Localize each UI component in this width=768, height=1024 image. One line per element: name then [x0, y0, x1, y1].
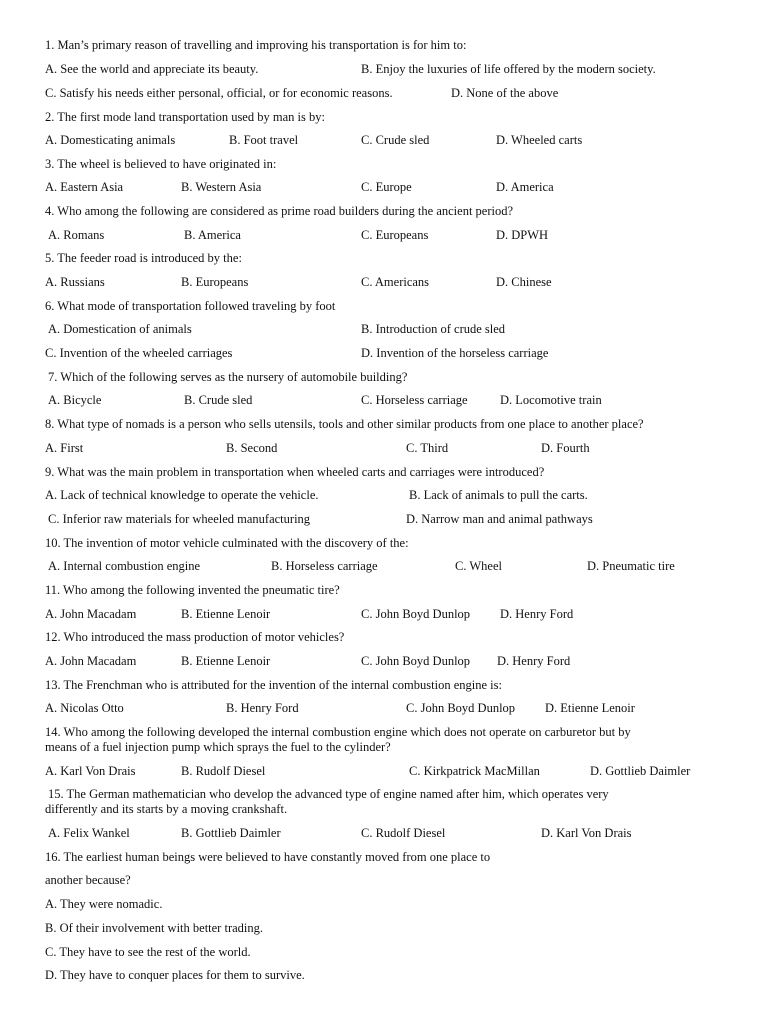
answer-option: B. America [184, 228, 241, 242]
question-text: 2. The first mode land transportation used by man is by: [45, 110, 325, 124]
answer-option: D. They have to conquer places for them to survive. [45, 968, 305, 982]
answer-option: B. Horseless carriage [271, 559, 378, 573]
answer-option: D. Karl Von Drais [541, 826, 632, 840]
question-text: 11. Who among the following invented the pneumatic tire? [45, 583, 340, 597]
question-text: another because? [45, 873, 131, 887]
answer-option: B. Introduction of crude sled [361, 322, 506, 336]
answer-option: A. Lack of technical knowledge to operate the vehicle. [45, 488, 319, 502]
answer-option: A. Felix Wankel [48, 826, 130, 840]
answer-option: C. Kirkpatrick MacMillan [409, 764, 540, 778]
answer-option: B. Western Asia [181, 180, 262, 194]
answer-option: B. Of their involvement with better trading. [45, 921, 264, 935]
answer-option: C. They have to see the rest of the world. [45, 945, 251, 959]
question-text: 7. Which of the following serves as the nursery of automobile building? [48, 370, 408, 384]
answer-option: A. Internal combustion engine [48, 559, 201, 573]
answer-option: C. Wheel [455, 559, 502, 573]
question-text: differently and its starts by a moving crankshaft. [45, 802, 288, 816]
answer-option: A. Domesticating animals [45, 133, 176, 147]
answer-option: D. Fourth [541, 441, 590, 455]
answer-option: D. Invention of the horseless carriage [361, 346, 549, 360]
answer-option: B. Etienne Lenoir [181, 654, 271, 668]
question-text: 8. What type of nomads is a person who sells utensils, tools and other similar products from one place to another place? [45, 417, 644, 431]
answer-option: D. Etienne Lenoir [545, 701, 635, 715]
answer-option: C. Crude sled [361, 133, 430, 147]
question-text: 3. The wheel is believed to have originated in: [45, 157, 277, 171]
answer-option: B. Foot travel [229, 133, 299, 147]
answer-option: B. Etienne Lenoir [181, 607, 271, 621]
answer-option: C. John Boyd Dunlop [361, 654, 471, 668]
question-text: 16. The earliest human beings were believed to have constantly moved from one place to [45, 850, 491, 864]
answer-option: C. Europe [361, 180, 412, 194]
question-text: 13. The Frenchman who is attributed for the invention of the internal combustion engine is: [45, 678, 502, 692]
answer-option: A. Karl Von Drais [45, 764, 136, 778]
question-text: 9. What was the main problem in transportation when wheeled carts and carriages were introduced? [45, 465, 545, 479]
question-text: 12. Who introduced the mass production of motor vehicles? [45, 630, 345, 644]
answer-option: A. First [45, 441, 84, 455]
answer-option: D. None of the above [451, 86, 559, 100]
answer-option: A. John Macadam [45, 607, 137, 621]
answer-option: C. Americans [361, 275, 430, 289]
answer-option: B. Europeans [181, 275, 249, 289]
answer-option: A. Nicolas Otto [45, 701, 124, 715]
answer-option: B. Crude sled [184, 393, 253, 407]
answer-option: C. Third [406, 441, 449, 455]
answer-option: A. John Macadam [45, 654, 137, 668]
answer-option: A. See the world and appreciate its beauty. [45, 62, 259, 76]
answer-option: A. Romans [48, 228, 105, 242]
answer-option: B. Lack of animals to pull the carts. [409, 488, 588, 502]
answer-option: D. DPWH [496, 228, 549, 242]
answer-option: C. John Boyd Dunlop [361, 607, 471, 621]
answer-option: D. Henry Ford [497, 654, 571, 668]
answer-option: B. Henry Ford [226, 701, 299, 715]
answer-option: C. John Boyd Dunlop [406, 701, 516, 715]
question-text: 5. The feeder road is introduced by the: [45, 251, 242, 265]
answer-option: C. Europeans [361, 228, 429, 242]
answer-option: B. Enjoy the luxuries of life offered by the modern society. [361, 62, 656, 76]
answer-option: C. Inferior raw materials for wheeled manufacturing [48, 512, 311, 526]
answer-option: D. Henry Ford [500, 607, 574, 621]
question-text: means of a fuel injection pump which sprays the fuel to the cylinder? [45, 740, 391, 754]
answer-option: D. Wheeled carts [496, 133, 583, 147]
answer-option: B. Gottlieb Daimler [181, 826, 281, 840]
question-text: 10. The invention of motor vehicle culminated with the discovery of the: [45, 536, 409, 550]
question-text: 15. The German mathematician who develop the advanced type of engine named after him, which operates very [48, 787, 609, 801]
question-text: 1. Man’s primary reason of travelling and improving his transportation is for him to: [45, 38, 467, 52]
answer-option: D. Chinese [496, 275, 552, 289]
answer-option: A. They were nomadic. [45, 897, 163, 911]
answer-option: C. Invention of the wheeled carriages [45, 346, 233, 360]
question-text: 6. What mode of transportation followed traveling by foot [45, 299, 336, 313]
answer-option: D. Pneumatic tire [587, 559, 675, 573]
answer-option: D. Locomotive train [500, 393, 602, 407]
answer-option: C. Horseless carriage [361, 393, 468, 407]
answer-option: A. Eastern Asia [45, 180, 124, 194]
answer-option: D. Gottlieb Daimler [590, 764, 691, 778]
answer-option: A. Domestication of animals [48, 322, 192, 336]
answer-option: A. Russians [45, 275, 105, 289]
answer-option: D. America [496, 180, 554, 194]
question-text: 4. Who among the following are considered as prime road builders during the ancient period? [45, 204, 514, 218]
answer-option: D. Narrow man and animal pathways [406, 512, 593, 526]
answer-option: B. Rudolf Diesel [181, 764, 266, 778]
question-text: 14. Who among the following developed the internal combustion engine which does not operate on carburetor but by [45, 725, 631, 739]
answer-option: B. Second [226, 441, 278, 455]
answer-option: C. Satisfy his needs either personal, official, or for economic reasons. [45, 86, 393, 100]
answer-option: C. Rudolf Diesel [361, 826, 446, 840]
answer-option: A. Bicycle [48, 393, 102, 407]
